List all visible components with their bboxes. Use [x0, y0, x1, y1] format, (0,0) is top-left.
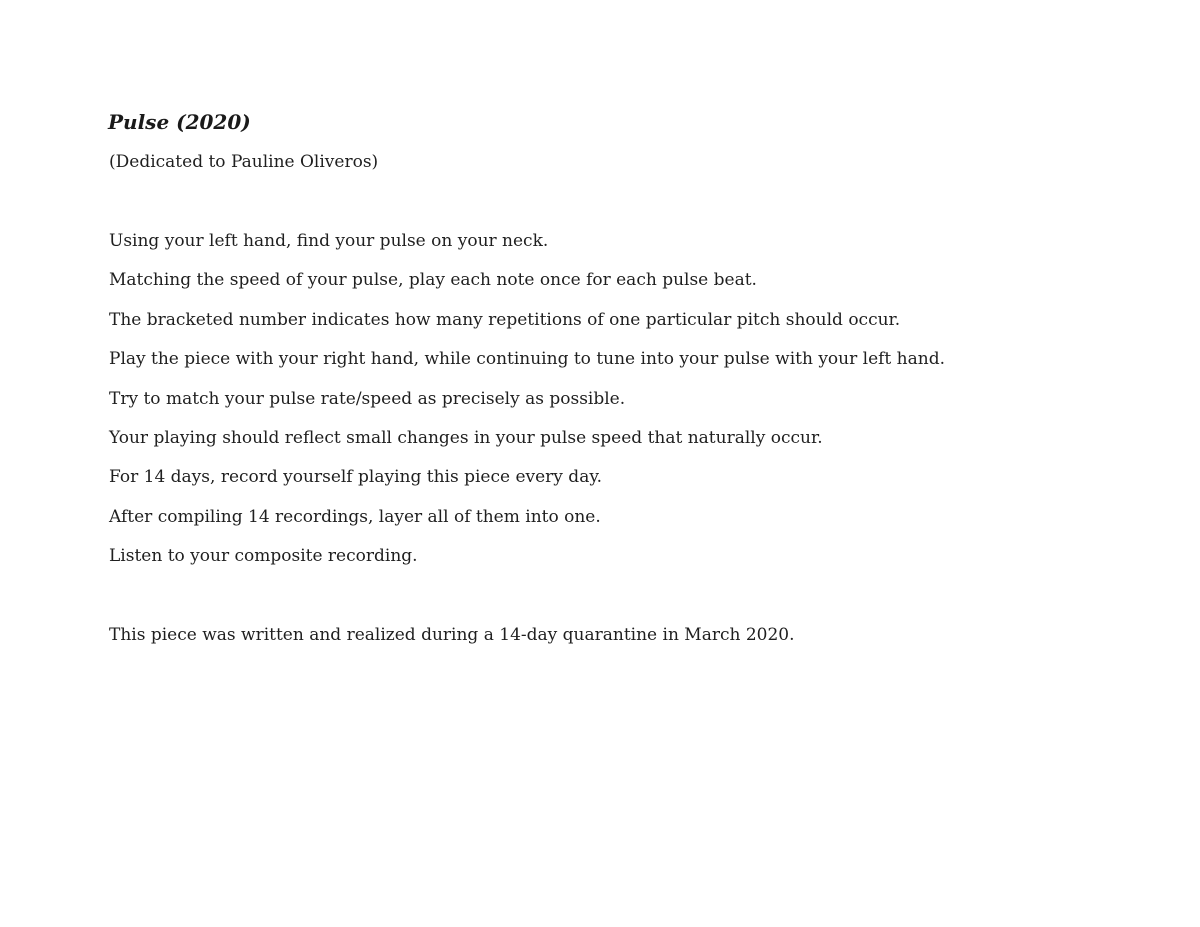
- instruction-line: Play the piece with your right hand, while continuing to tune into your pulse with your left hand.: [109, 349, 945, 370]
- dedication-line: (Dedicated to Pauline Oliveros): [109, 152, 379, 172]
- closing-note: This piece was written and realized during a 14-day quarantine in March 2020.: [109, 625, 795, 645]
- instruction-line: After compiling 14 recordings, layer all of them into one.: [109, 506, 601, 527]
- instruction-line: Matching the speed of your pulse, play each note once for each pulse beat.: [109, 270, 757, 291]
- instruction-line: Your playing should reflect small changes in your pulse speed that naturally occur.: [109, 427, 823, 448]
- instruction-line: Using your left hand, find your pulse on your neck.: [109, 231, 549, 251]
- page-title: Pulse (2020): [108, 110, 251, 134]
- instruction-line: Try to match your pulse rate/speed as precisely as possible.: [109, 388, 626, 409]
- instruction-line: The bracketed number indicates how many repetitions of one particular pitch should occur.: [109, 309, 901, 330]
- instruction-line: Listen to your composite recording.: [109, 546, 418, 567]
- instruction-line: For 14 days, record yourself playing this piece every day.: [109, 467, 603, 488]
- instruction-list: [109, 229, 1109, 584]
